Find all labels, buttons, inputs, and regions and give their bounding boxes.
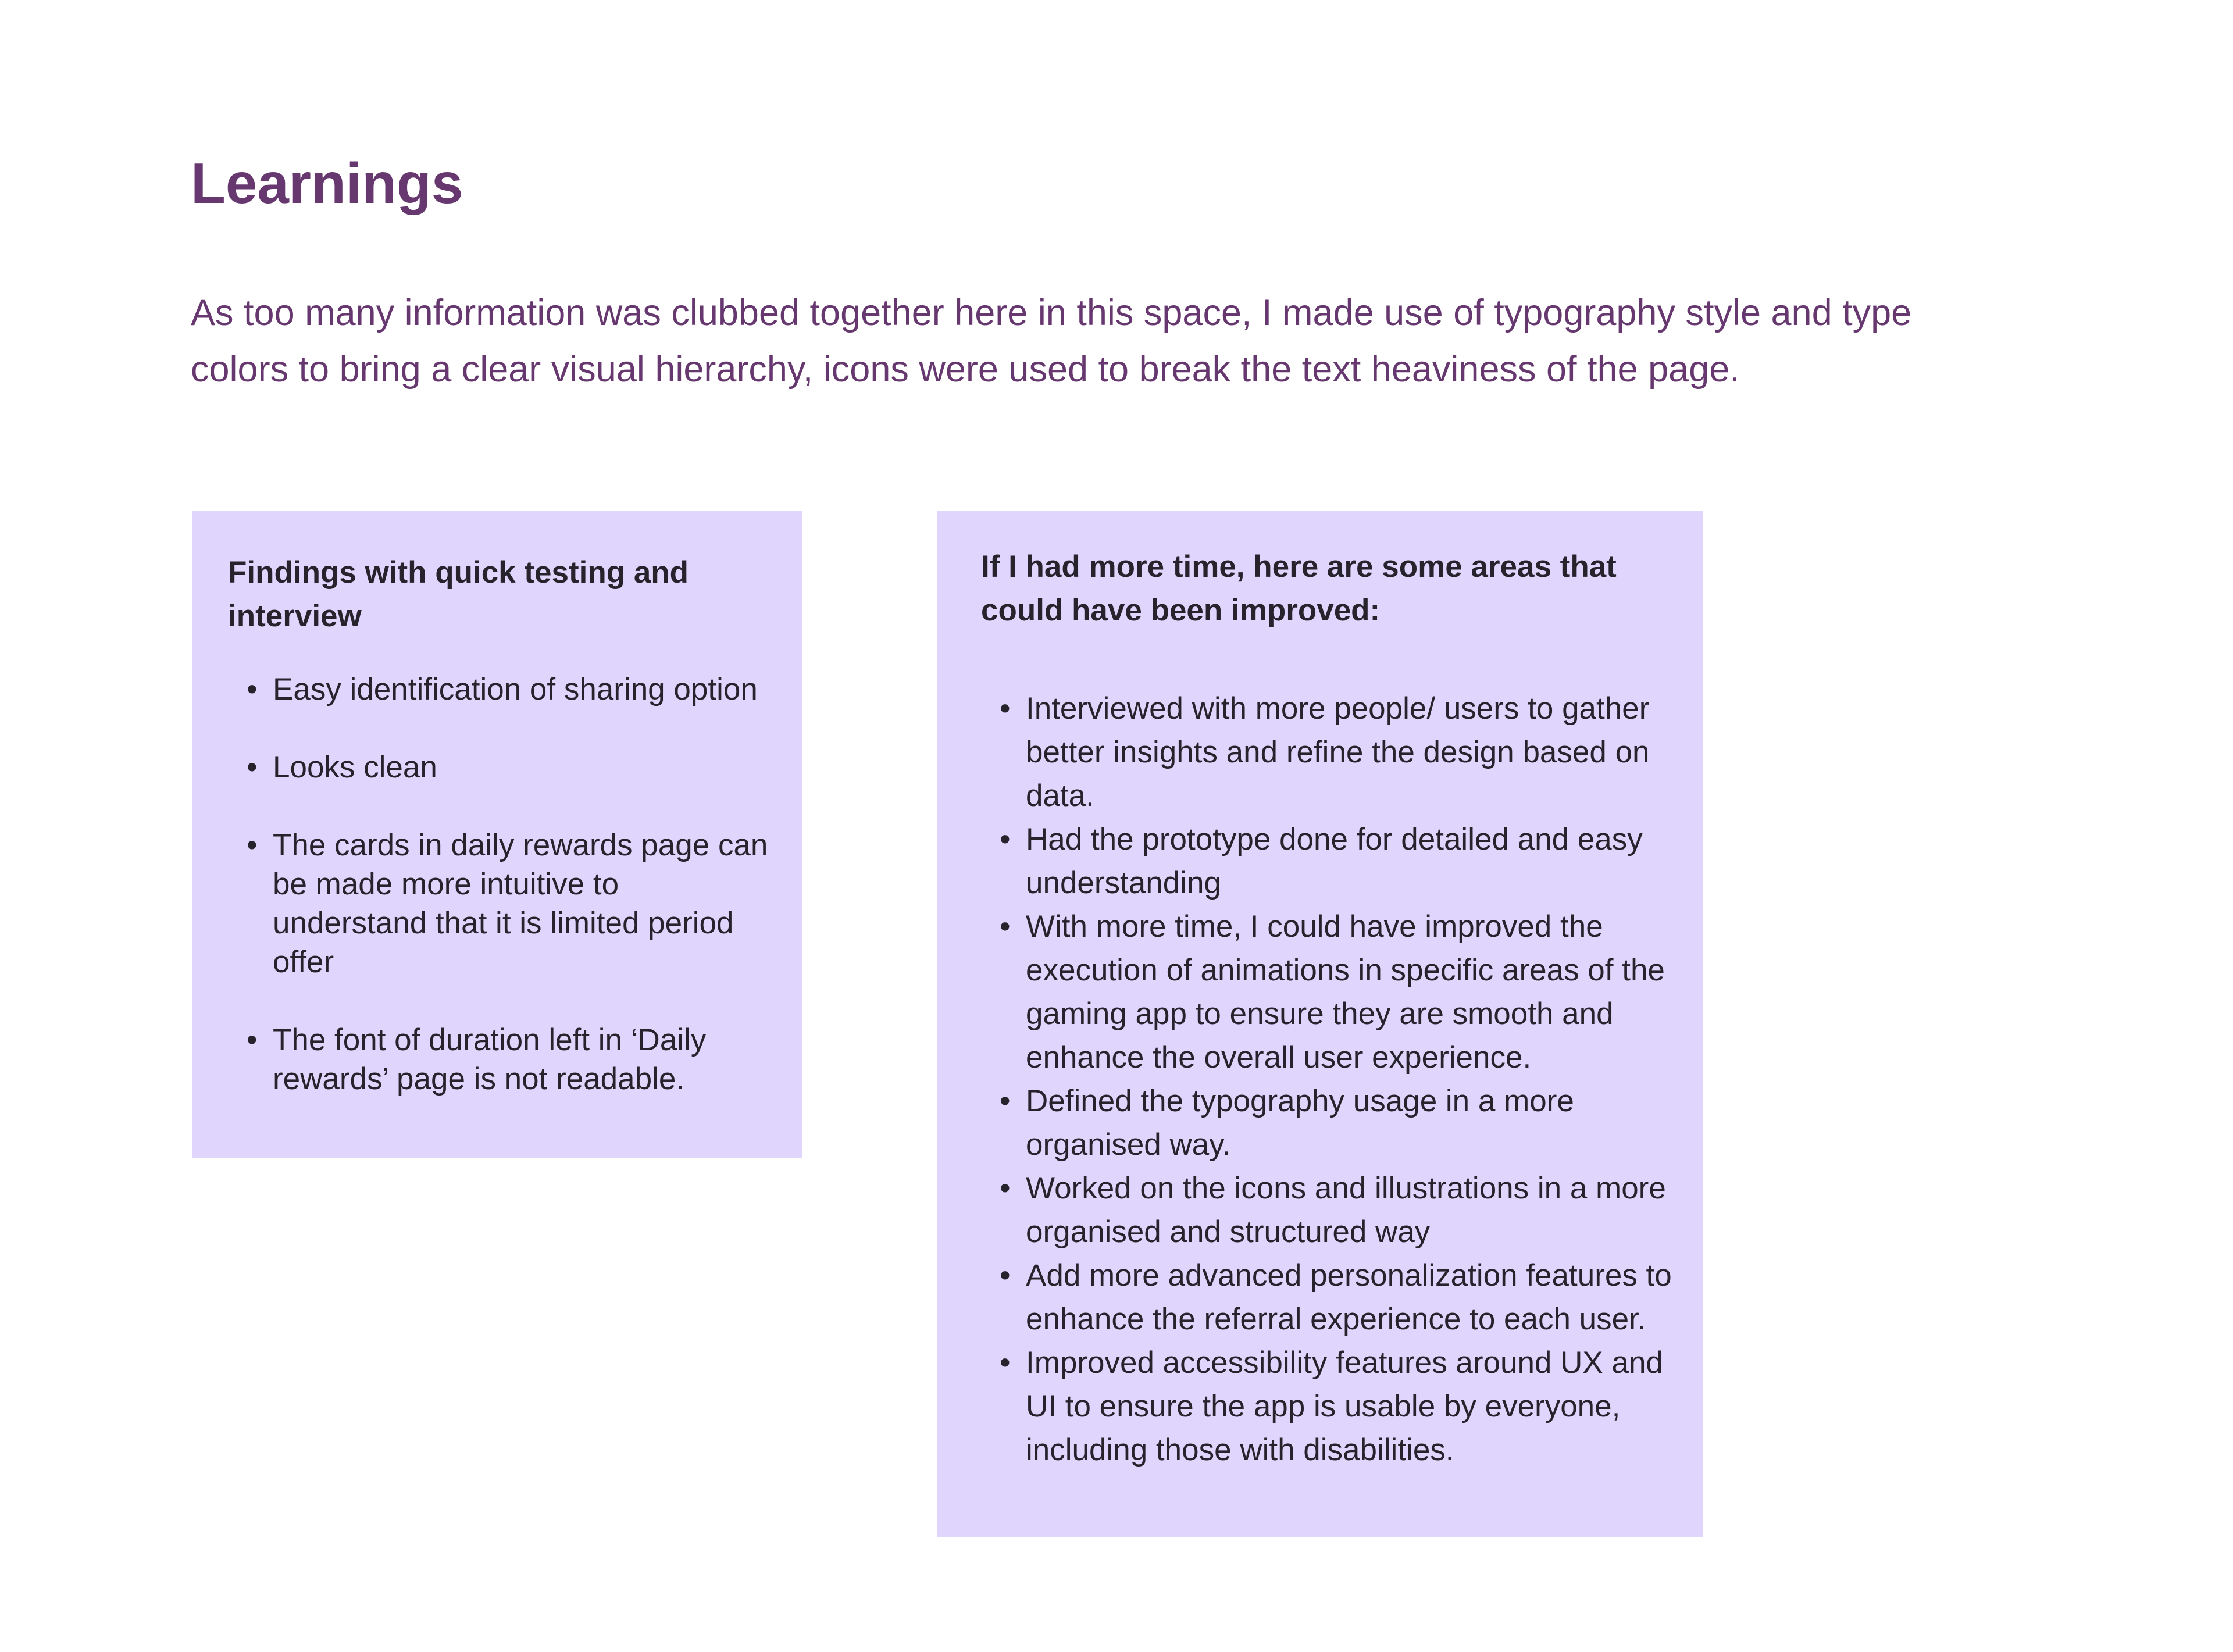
list-item-text: The cards in daily rewards page can be made more intuitive to understand that it is limited period offer [273,828,768,979]
bullet-icon: • [247,750,258,784]
list-item [981,1254,1675,1341]
list-item [228,1021,773,1098]
bullet-icon: • [1000,909,1011,944]
list-item [981,1341,1675,1472]
list-item [228,826,773,982]
list-item [981,818,1675,905]
bullet-icon: • [247,828,258,862]
list-item-text: Looks clean [273,750,437,784]
list-item-text: Defined the typography usage in a more organised way. [1026,1084,1574,1162]
improvements-card [937,511,1703,1537]
list-item [228,670,773,709]
list-item-text: Add more advanced personalization features to enhance the referral experience to each user. [1026,1258,1672,1336]
bullet-icon: • [1000,822,1011,857]
page-title: Learnings [191,151,463,215]
intro-paragraph: As too many information was clubbed together here in this space, I made use of typography style and type colors to bring a clear visual hierarchy, icons were used to break the text heaviness of the page. [191,292,1912,390]
list-item [981,905,1675,1079]
findings-card [192,511,802,1158]
improvements-heading: If I had more time, here are some areas that could have been improved: [981,550,1617,627]
list-item [228,748,773,787]
list-item-text: With more time, I could have improved the execution of animations in specific areas of the gaming app to ensure they are smooth and enhance the overall user experience. [1026,909,1665,1075]
bullet-icon: • [247,672,258,707]
list-item-text: The font of duration left in ‘Daily rewards’ page is not readable. [273,1023,707,1096]
list-item-text: Improved accessibility features around UX and UI to ensure the app is usable by everyone, including those with disabilities. [1026,1346,1663,1467]
bullet-icon: • [1000,1084,1011,1118]
findings-heading: Findings with quick testing and interview [228,555,689,633]
list-item [981,687,1675,818]
findings-list [228,670,773,1098]
list-item-text: Had the prototype done for detailed and easy understanding [1026,822,1643,900]
bullet-icon: • [1000,1171,1011,1205]
improvements-list [981,687,1675,1472]
bullet-icon: • [1000,1346,1011,1380]
bullet-icon: • [1000,691,1011,726]
bullet-icon: • [247,1023,258,1057]
list-item [981,1166,1675,1254]
list-item-text: Interviewed with more people/ users to gather better insights and refine the design based on data. [1026,691,1650,813]
bullet-icon: • [1000,1258,1011,1293]
list-item-text: Easy identification of sharing option [273,672,758,707]
list-item [981,1079,1675,1166]
list-item-text: Worked on the icons and illustrations in a more organised and structured way [1026,1171,1666,1249]
